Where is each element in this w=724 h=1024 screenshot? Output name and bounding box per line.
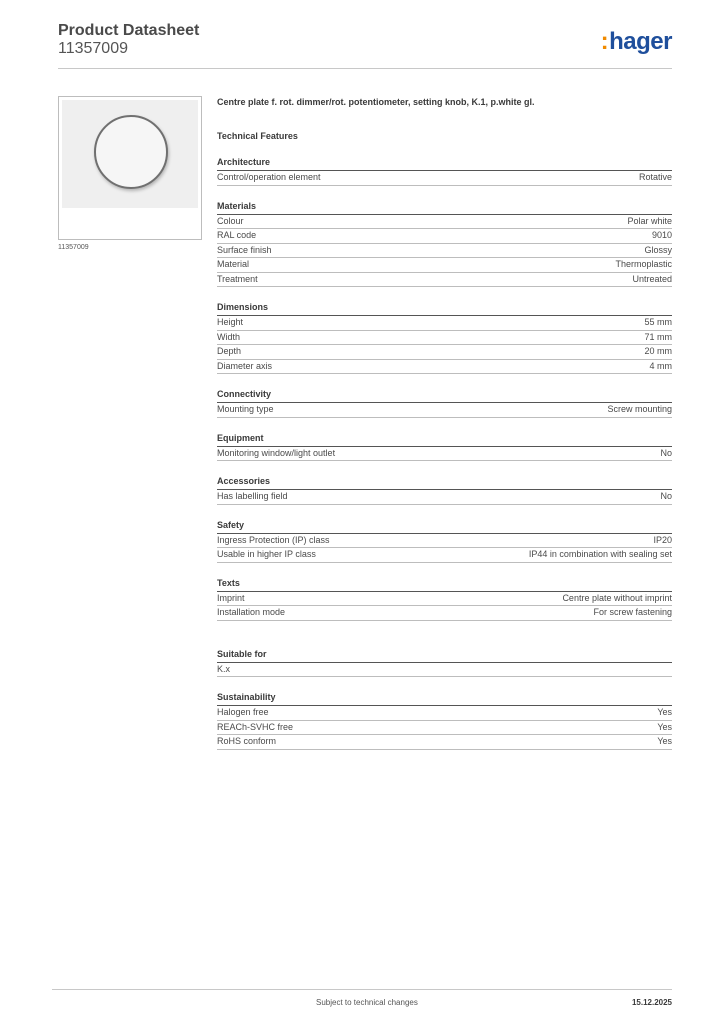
- page-title: Product Datasheet: [58, 22, 200, 39]
- header-divider: [58, 68, 672, 69]
- section-connectivity: [217, 389, 672, 418]
- spec-label: Installation mode: [217, 607, 286, 617]
- logo-dots: :: [600, 28, 609, 55]
- footer-note: Subject to technical changes: [316, 998, 418, 1007]
- spec-row: [217, 706, 672, 721]
- logo-text: hager: [609, 28, 672, 55]
- spec-value: For screw fastening: [593, 607, 672, 617]
- spec-row: [217, 663, 672, 678]
- section-title: Dimensions: [217, 302, 672, 316]
- section-safety: [217, 520, 672, 563]
- spec-label: RAL code: [217, 230, 257, 240]
- footer-divider: [52, 989, 672, 990]
- spec-row: [217, 244, 672, 259]
- spec-row: [217, 534, 672, 549]
- section-title: Architecture: [217, 157, 672, 171]
- section-title: Accessories: [217, 476, 672, 490]
- spec-value: Screw mounting: [607, 404, 672, 414]
- spec-label: Usable in higher IP class: [217, 549, 316, 559]
- spec-label: Monitoring window/light outlet: [217, 447, 336, 458]
- spec-label: Depth: [217, 346, 242, 356]
- page-header: [58, 20, 672, 68]
- spec-value: Polar white: [627, 215, 672, 226]
- setting-knob: [94, 115, 168, 189]
- spec-label: Halogen free: [217, 707, 269, 717]
- spec-row: [217, 735, 672, 750]
- spec-row: [217, 316, 672, 331]
- product-description: Centre plate f. rot. dimmer/rot. potentiometer, setting knob, K.1, p.white gl.: [217, 97, 535, 107]
- section-sustainability: [217, 692, 672, 750]
- spec-row: [217, 721, 672, 736]
- spec-value: Rotative: [638, 172, 672, 182]
- spec-label: Colour: [217, 215, 244, 226]
- spec-row: [217, 229, 672, 244]
- section-title: Connectivity: [217, 389, 672, 403]
- spec-value: IP20: [653, 534, 672, 545]
- spec-label: Width: [217, 331, 241, 342]
- spec-value: No: [660, 447, 672, 458]
- section-title: Sustainability: [217, 692, 672, 706]
- section-materials: [217, 201, 672, 288]
- spec-row: [217, 403, 672, 418]
- spec-label: Control/operation element: [217, 172, 321, 182]
- spec-value: Centre plate without imprint: [562, 592, 672, 603]
- spec-label: Diameter axis: [217, 360, 273, 371]
- product-image: [58, 96, 202, 240]
- spec-value: 9010: [651, 230, 672, 240]
- section-equipment: [217, 433, 672, 462]
- section-title: Equipment: [217, 433, 672, 447]
- spec-label: Treatment: [217, 273, 258, 284]
- centre-plate: [62, 100, 198, 208]
- spec-value: 55 mm: [644, 317, 672, 327]
- section-accessories: [217, 476, 672, 505]
- spec-row: [217, 171, 672, 186]
- spec-row: [217, 592, 672, 607]
- spec-label: Material: [217, 259, 250, 269]
- spec-row: [217, 360, 672, 375]
- spec-value: Yes: [657, 721, 672, 732]
- spec-row: [217, 447, 672, 462]
- spec-row: [217, 331, 672, 346]
- spec-value: 71 mm: [644, 331, 672, 342]
- technical-content: [217, 96, 672, 750]
- spec-label: Mounting type: [217, 404, 274, 414]
- section-architecture: [217, 157, 672, 186]
- technical-features-heading: Technical Features: [217, 131, 298, 141]
- spec-label: Surface finish: [217, 244, 272, 255]
- spec-value: 4 mm: [649, 360, 672, 371]
- spec-row: [217, 606, 672, 621]
- spec-value: Thermoplastic: [615, 259, 672, 269]
- product-number: 11357009: [58, 40, 128, 57]
- spec-row: [217, 490, 672, 505]
- spec-row: [217, 548, 672, 563]
- section-title: Materials: [217, 201, 672, 215]
- spec-label: Height: [217, 317, 244, 327]
- spec-label: Imprint: [217, 592, 245, 603]
- spec-row: [217, 345, 672, 360]
- section-texts: [217, 578, 672, 621]
- image-caption: 11357009: [58, 244, 89, 251]
- spec-row: [217, 215, 672, 230]
- spec-row: [217, 258, 672, 273]
- spec-value: No: [660, 491, 672, 501]
- spec-value: Yes: [657, 707, 672, 717]
- spec-label: K.x: [217, 663, 231, 674]
- spec-label: Has labelling field: [217, 491, 288, 501]
- feature-sections: [217, 157, 672, 750]
- spec-value: Glossy: [644, 244, 672, 255]
- section-title: Safety: [217, 520, 672, 534]
- section-title: Suitable for: [217, 649, 672, 663]
- spec-value: Untreated: [632, 273, 672, 284]
- section-title: Texts: [217, 578, 672, 592]
- footer-date: 15.12.2025: [631, 998, 672, 1007]
- hager-logo: [601, 28, 672, 56]
- section-suitable-for: [217, 649, 672, 678]
- spec-value: IP44 in combination with sealing set: [528, 549, 672, 559]
- spec-value: Yes: [657, 736, 672, 746]
- section-dimensions: [217, 302, 672, 374]
- spec-value: 20 mm: [644, 346, 672, 356]
- spec-row: [217, 273, 672, 288]
- spec-label: RoHS conform: [217, 736, 277, 746]
- spec-label: Ingress Protection (IP) class: [217, 534, 330, 545]
- spec-label: REACh-SVHC free: [217, 721, 294, 732]
